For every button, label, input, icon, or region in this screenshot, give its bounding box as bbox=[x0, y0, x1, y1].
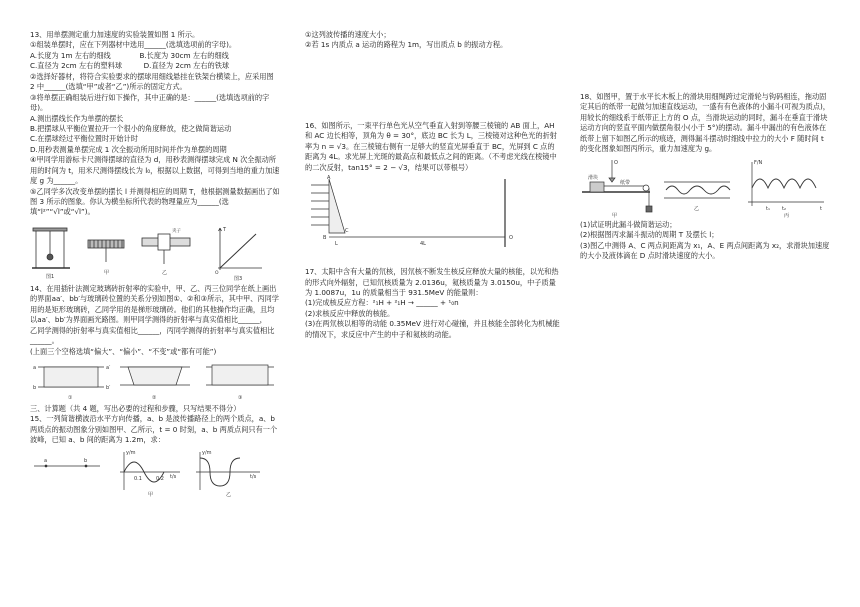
fig-bing-label: 丙 bbox=[784, 212, 790, 218]
label-fig-3: ③ bbox=[238, 394, 243, 401]
column-2 bbox=[305, 30, 560, 340]
q13-line: ④甲同学用游标卡尺测得摆球的直径为 d，用秒表测得摆球完成 N 次全振动所用的时间为 t，用米尺测得摆线长为 l₀，根据以上数据，可得到当地的重力加速度 g 为______。 bbox=[30, 155, 280, 186]
label-a: a bbox=[33, 364, 37, 371]
mount-jia-figure bbox=[88, 240, 124, 262]
q13-figures bbox=[30, 220, 280, 282]
question-18 bbox=[580, 92, 830, 155]
q13-option: D.用秒表测量单摆完成 1 次全振动所用时间并作为单摆的周期 bbox=[30, 144, 227, 154]
axis-t-label: T bbox=[223, 226, 227, 233]
q13-line: ③将单摆正确组装后进行如下操作，其中正确的是：______(选填选项前的字母)。 bbox=[30, 92, 270, 113]
tick-t2-label: t₂ bbox=[782, 205, 786, 212]
length-4l-label: 4L bbox=[420, 241, 426, 248]
label-b-prime: b′ bbox=[106, 384, 111, 391]
tick-label: 0.2 bbox=[156, 475, 164, 482]
tick-label: 0.1 bbox=[134, 475, 142, 482]
question-14 bbox=[30, 284, 280, 357]
block-label: 滑块 bbox=[588, 174, 599, 181]
q13-option: C.直径为 2cm 左右的塑料球 D.直径为 2cm 左右的铁球 bbox=[30, 61, 230, 71]
label-b: b bbox=[33, 384, 37, 391]
axis-f-label: F/N bbox=[754, 159, 763, 166]
tape-label: 纸带 bbox=[620, 179, 631, 186]
question-15 bbox=[30, 414, 280, 445]
graph-t-figure bbox=[218, 228, 262, 270]
fig2-yi-label: 乙 bbox=[162, 269, 168, 276]
q13-option: C.在摆球经过平衡位置时开始计时 bbox=[30, 134, 138, 144]
axis-t-label: t/s bbox=[250, 473, 257, 480]
q17-text: 17、太阳中含有大量的氘核，因氘核不断发生核反应释放大量的核能，以光和热的形式向外辐射，已知氘核质量为 2.0136u，氦核质量为 3.0150u，中子质量为 1.0087u，1u 的质量相当于 931.5MeV 的能量则： bbox=[305, 267, 559, 297]
question-16 bbox=[305, 121, 560, 173]
column-3 bbox=[580, 92, 830, 261]
column-1 bbox=[30, 30, 280, 498]
q16-text: 16、如图所示，一束平行单色光从空气垂直入射到等腰三棱镜的 AB 面上，AH 和 AC 边长相等，顶角为 θ = 30°，底边 BC 长为 L，三棱镜对这种色光的折射率为 n = √3。在三棱镜右侧有一足够大的竖直光屏垂直于 BC，光屏到 C 点的距离为 4L。求光屏上光斑的最高点和最低点之间的距离。（不考虑光线在棱镜中的二次反射，tan15° = 2 − √3，结果可以带根号） bbox=[305, 120, 557, 172]
prism-vertex-b: B bbox=[323, 235, 327, 242]
length-l-label: L bbox=[335, 241, 338, 248]
label-fig-1: ① bbox=[68, 394, 73, 401]
q17-sub: (2)求核反应中释放的核能。 bbox=[305, 308, 395, 318]
q18-sub: (3)图乙中测得 A、C 两点间距离为 x₁，A、E 两点间距离为 x₂，求滑块加速度的大小及液体滴在 D 点时滑块速度的大小。 bbox=[580, 240, 830, 260]
mount-yi-figure bbox=[142, 234, 190, 264]
q15-figures bbox=[30, 446, 280, 498]
axis-y-label: y/m bbox=[202, 449, 212, 456]
question-18-parts bbox=[580, 220, 830, 262]
q13-line: ⑤乙同学多次改变单摆的摆长 l 并测得相应的周期 T，他根据测量数据画出了如图 3 所示的图象。你认为横坐标所代表的物理量应为______(选填“l²”“√l”或“√l”)。 bbox=[30, 186, 280, 217]
axis-t-label: t bbox=[820, 205, 822, 212]
prism-vertex-c: C bbox=[345, 228, 349, 235]
q15-sub: ②若 1s 内质点 a 运动的路程为 1m，写出质点 b 的振动方程。 bbox=[305, 40, 508, 50]
q13-line: 13、用单摆测定重力加速度的实验装置如图 1 所示。 bbox=[30, 30, 200, 39]
point-a-label: a bbox=[44, 457, 48, 464]
axis-o-label: O bbox=[215, 270, 219, 276]
q13-option: A.测出摆线长作为单摆的摆长 bbox=[30, 113, 124, 123]
clamp-label: 夹子 bbox=[172, 228, 181, 234]
fig-yi-label: 乙 bbox=[226, 491, 232, 498]
question-13 bbox=[30, 30, 280, 218]
fig2-jia-label: 甲 bbox=[104, 269, 110, 276]
tick-t1-label: t₁ bbox=[766, 205, 770, 212]
pendulum-stand-figure bbox=[32, 228, 70, 268]
q18-figures bbox=[580, 158, 830, 218]
prism-vertex-a: A bbox=[327, 175, 331, 182]
label-a-prime: a′ bbox=[106, 364, 111, 371]
q14-figures bbox=[30, 357, 280, 403]
q18-sub: (2)根据图丙求漏斗振动的周期 T 及摆长 l； bbox=[580, 230, 719, 240]
label-fig-2: ② bbox=[152, 394, 157, 401]
screen-o-label: O bbox=[509, 235, 513, 242]
q17-sub: (1)完成核反应方程：²₁H + ²₁H → ______ + ¹₀n bbox=[305, 298, 459, 308]
glass-block-figures bbox=[38, 365, 274, 387]
q13-option: B.把摆球从平衡位置拉开一个很小的角度释放，使之做简谐运动 bbox=[30, 123, 232, 133]
q14-line: 乙同学测得的折射率与真实值相比______，丙同学测得的折射率与真实值相比______。 bbox=[30, 325, 275, 346]
question-17 bbox=[305, 267, 560, 340]
q13-line: ①组装单摆时，应在下列器材中选用______(选填选项前的字母)。 bbox=[30, 40, 237, 50]
fig1-label: 图1 bbox=[46, 273, 55, 280]
q13-line: ②选择好器材，将符合实验要求的摆球用细线悬挂在铁架台横梁上，应采用图 2 中______(选填“甲”或者“乙”)所示的固定方式。 bbox=[30, 71, 274, 92]
axis-y-label: y/m bbox=[126, 449, 136, 456]
fig-jia-label: 甲 bbox=[612, 212, 618, 218]
question-15-continued bbox=[305, 30, 560, 51]
q13-option: A.长度为 1m 左右的细线 B.长度为 30cm 左右的细线 bbox=[30, 50, 229, 60]
q16-figure bbox=[305, 175, 560, 253]
q14-line: (上面三个空格选填“偏大”、“偏小”、“不变”或“都有可能”) bbox=[30, 346, 217, 356]
q17-sub: (3)在两氘核以相等的动能 0.35MeV 进行对心碰撞，并且核能全部转化为机械能的情况下，求反应中产生的中子和氦核的动能。 bbox=[305, 319, 560, 339]
section-3-heading: 三、计算题（共 4 题，写出必要的过程和步骤，只写结果不得分） bbox=[30, 403, 241, 413]
fig3-label: 图3 bbox=[234, 275, 243, 282]
point-o-label: O bbox=[614, 159, 618, 166]
q15-line: 15、一列简谐横波沿水平方向传播，a、b 是波传播路径上的两个质点，a、b 两质点的振动图象分别如图甲、乙所示，t = 0 时刻，a、b 两质点间只有一个波峰，已知 a、b 间的距离为 1.2m，求： bbox=[30, 414, 278, 445]
q18-text: 18、如图甲，置于水平长木板上的滑块用细绳跨过定滑轮与钩码相连，拖动固定其后的纸带一起做匀加速直线运动，一盛有有色液体的小漏斗(可视为质点)，用较长的细线系于纸带正上方的 O 点，当滑块运动的同时，漏斗在垂直于滑块运动方向的竖直平面内做摆角很小(小于 5°)的摆动。漏斗中漏出的有色液体在纸带上留下如图乙所示的痕迹，测得漏斗摆动时细线中拉力的大小 F 随时间 t 的变化图象如图丙所示，重力加速度为 g。 bbox=[580, 92, 830, 154]
axis-t-label: t/s bbox=[170, 473, 177, 480]
point-b-label: b bbox=[84, 457, 88, 464]
q18-sub: (1)试证明此漏斗做简谐运动； bbox=[580, 219, 677, 229]
q15-sub: ①这列波传播的速度大小； bbox=[305, 30, 391, 39]
fig-jia-label: 甲 bbox=[148, 491, 154, 498]
fig-yi-label: 乙 bbox=[694, 205, 700, 212]
q14-line: 14、在用插针法测定玻璃砖折射率的实验中，甲、乙、丙三位同学在纸上画出的界面aa′、bb′与玻璃砖位置的关系分别如图①、②和③所示，其中甲、丙同学用的是矩形玻璃砖，乙同学用的是梯形玻璃砖。他们的其他操作均正确，且均以aa′、bb′为界面画光路图。则甲同学测得的折射率与真实值相比______， bbox=[30, 283, 279, 325]
